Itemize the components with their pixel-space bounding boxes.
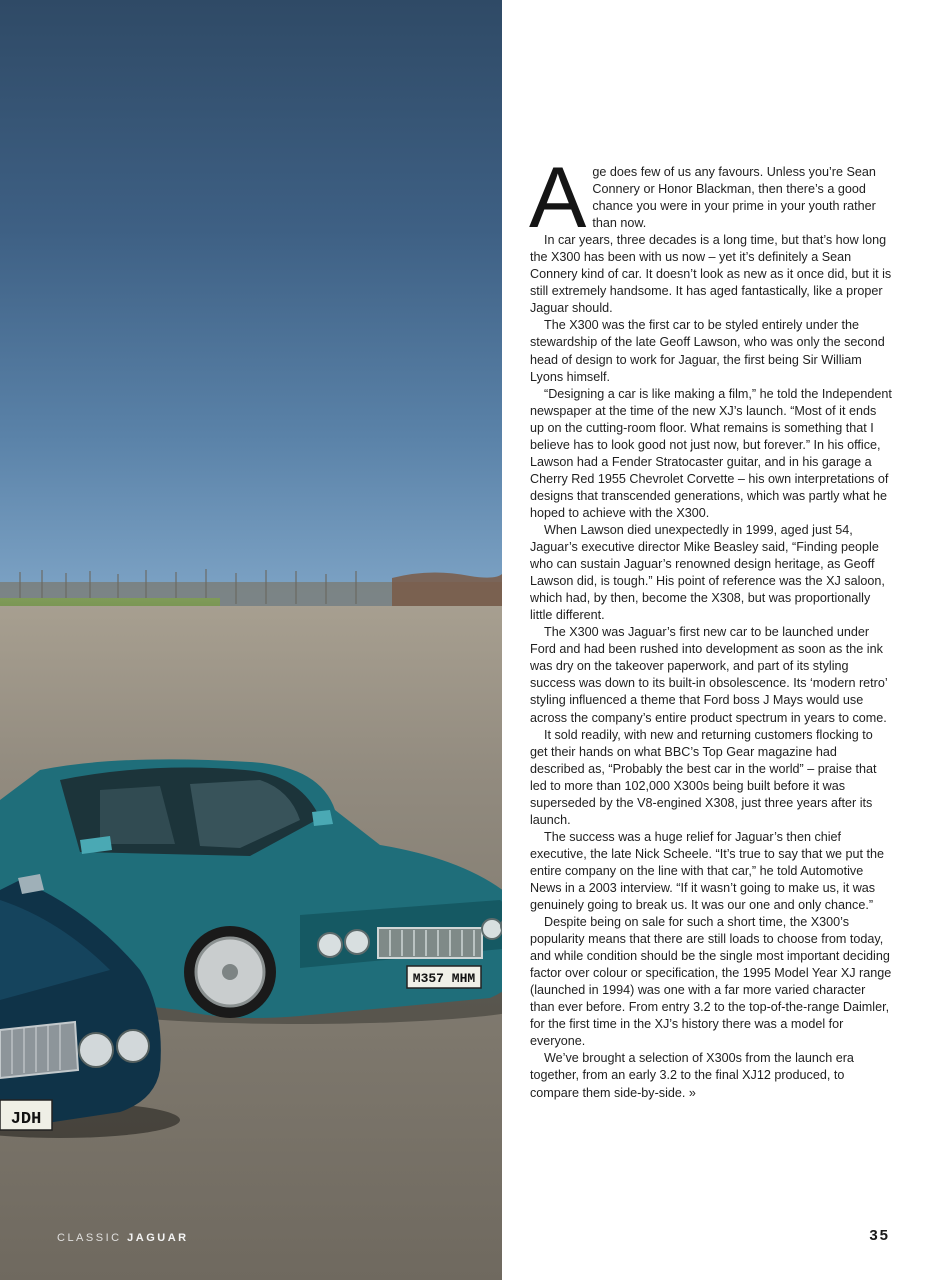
paragraph-5: When Lawson died unexpectedly in 1999, aged just 54, Jaguar’s executive director Mike Beasley said, “Finding people who can sustain Jaguar’s renowned design heritage, as Geoff Lawson did, is tough.” His point of reference was the XJ saloon, which had, by then, become the X308, but was proportionally little different. xyxy=(530,522,885,623)
magazine-brand xyxy=(57,1232,189,1244)
brand-light: CLASSIC xyxy=(57,1232,122,1244)
jaguar-cars-illustration xyxy=(0,740,502,1200)
paragraph-1: ge does few of us any favours. Unless you’re Sean Connery or Honor Blackman, then there’s a good chance you were in your prime in your youth rather than now. xyxy=(592,165,876,231)
paragraph-3: The X300 was the first car to be styled entirely under the stewardship of the late Geoff Lawson, who was only the second head of design to work for Jaguar, the first being Sir William Lyons himself. xyxy=(530,318,885,384)
paragraph-10: We’ve brought a selection of X300s from the launch era together, from an early 3.2 to the final XJ12 produced, to compare them side-by-side. » xyxy=(530,1051,854,1100)
article-body xyxy=(529,150,892,1102)
paragraph-2: In car years, three decades is a long time, but that’s how long the X300 has been with us now – yet it’s definitely a Sean Connery kind of car. It doesn’t look as new as it once did, but it is still extremely handsome. It has aged fantastically, like a proper Jaguar should. xyxy=(530,233,892,316)
paragraph-9: Despite being on sale for such a short time, the X300’s popularity means that there are still loads to choose from today, and while condition should be the single most important deciding factor over colour or specification, the 1995 Model Year XJ range (launched in 1994) was one with a far more varied character than ever before. From entry 3.2 to the top-of-the-range Daimler, for the first time in the XJ’s history there was a model for everyone. xyxy=(530,915,892,1049)
paragraph-4: “Designing a car is like making a film,” he told the Independent newspaper at the time of the new XJ’s launch. “Most of it ends up on the cutting-room floor. What remains is something that I believe has to look good not just now, but forever.” In his office, Lawson had a Fender Stratocaster guitar, and in his garage a Cherry Red 1955 Chevrolet Corvette – his own interpretations of designs that transcended generations, which was partly what he hoped to achieve with the X300. xyxy=(530,386,892,520)
paragraph-7: It sold readily, with new and returning customers flocking to get their hands on what BBC’s Top Gear magazine had described as, “Probably the best car in the world” – praise that led to more than 102,000 X300s being built before it was superseded by the V8-engined X308, just three years after its launch. xyxy=(530,727,877,827)
front-number-plate: M357 MHM xyxy=(412,971,476,986)
drop-cap: A xyxy=(529,150,587,246)
brand-bold: JAGUAR xyxy=(127,1232,189,1244)
paragraph-6: The X300 was Jaguar’s first new car to be launched under Ford and had been rushed into development as soon as the ink was dry on the takeover paperwork, and part of its styling success was down to its built-in obsolescence. Its ‘modern retro’ styling influenced a theme that Ford boss J Mays would use across the company’s entire product spectrum in years to come. xyxy=(530,625,888,725)
page-number: 35 xyxy=(869,1227,890,1244)
rear-number-plate: JDH xyxy=(10,1110,42,1129)
paragraph-8: The success was a huge relief for Jaguar’s then chief executive, the late Nick Scheele. “It’s true to say that we put the entire company on the line with that car,” he told Automotive News in a 2003 interview. “If it wasn’t going to make us, it was genuinely going to break us. It was our one and only chance.” xyxy=(530,829,884,913)
